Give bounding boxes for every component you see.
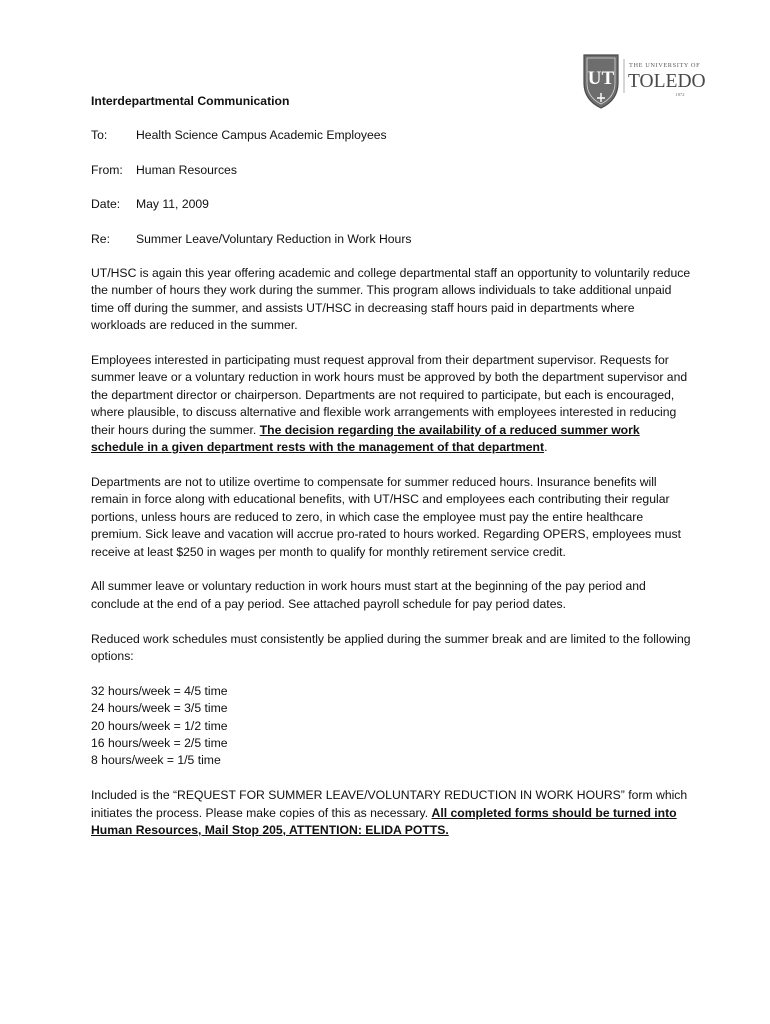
paragraph-request-form-text: Included is the “REQUEST FOR SUMMER LEAVE/VOLUNTARY REDUCTION IN WORK HOURS” form which initiates the process. Please make copies of this as necessary. xyxy=(91,788,688,820)
list-item: 24 hours/week = 3/5 time xyxy=(91,701,228,716)
paragraph-request-form-emphasis: All completed forms should be turned into Human Resources, Mail Stop 205, ATTENTION: ELIDA POTTS. xyxy=(91,805,677,837)
memo-re-row xyxy=(91,231,691,248)
list-item: 20 hours/week = 1/2 time xyxy=(91,718,228,733)
paragraph-program-overview: UT/HSC is again this year offering academic and college departmental staff an opportunity to voluntarily reduce the number of hours they work during the summer. This program allows individuals to take additional unpaid time off during the summer, and assists UT/HSC in decreasing staff hours paid in departments where workloads are reduced in the summer. xyxy=(91,266,691,333)
paragraph-approval-emphasis: The decision regarding the availability of a reduced summer work schedule in a given department rests with the management of that department xyxy=(91,422,640,455)
paragraph-benefits: Departments are not to utilize overtime to compensate for summer reduced hours. Insurance benefits will remain in force along with educational benefits, with UT/HSC and employees each contributing their regular portions, unless hours are reduced to zero, in which case the employee must pay the entire healthcare premium. Sick leave and vacation will accrue pro-rated to hours worked. Regarding OPERS, employees must receive at least $250 in wages per month to qualify for monthly retirement service credit. xyxy=(91,474,682,559)
paragraph-request-form xyxy=(91,787,691,839)
memo-from-value: Human Resources xyxy=(136,162,237,177)
paragraph-approval-text: Employees interested in participating must request approval from their department supervisor. Requests for summer leave or a voluntary reduction in work hours must be approved by both the department supervisor and the department director or chairperson. Departments are not required to participate, but each is encouraged, where plausible, to discuss alternative and flexible work arrangements with employees interested in reducing their hours during the summer. xyxy=(91,353,688,437)
paragraph-approval xyxy=(91,352,691,456)
memo-heading: Interdepartmental Communication xyxy=(91,94,290,108)
memo-re-label: Re: xyxy=(91,231,110,246)
memo-from-row xyxy=(91,162,691,179)
memo-date-row xyxy=(91,196,691,213)
logo-line-toledo: TOLEDO xyxy=(628,71,706,92)
memo-to-row xyxy=(91,127,691,144)
memo-to-label: To: xyxy=(91,128,108,143)
paragraph-approval-end: . xyxy=(544,440,548,455)
paragraph-schedule-options-intro: Reduced work schedules must consistently be applied during the summer break and are limited to the following options: xyxy=(91,631,691,663)
memo-date-value: May 11, 2009 xyxy=(136,197,209,212)
memo-content xyxy=(91,93,691,857)
memo-from-label: From: xyxy=(91,162,123,177)
logo-line-university: THE UNIVERSITY OF xyxy=(629,62,701,69)
memo-re-value: Summer Leave/Voluntary Reduction in Work Hours xyxy=(136,231,412,246)
memo-date-label: Date: xyxy=(91,197,121,212)
list-item: 8 hours/week = 1/5 time xyxy=(91,753,221,768)
logo-year: 1872 xyxy=(675,92,685,97)
list-item: 32 hours/week = 4/5 time xyxy=(91,683,228,698)
list-item: 16 hours/week = 2/5 time xyxy=(91,735,228,750)
shield-letters: UT xyxy=(587,68,615,89)
paragraph-pay-period: All summer leave or voluntary reduction in work hours must start at the beginning of the pay period and conclude at the end of a pay period. See attached payroll schedule for pay period dates. xyxy=(91,579,646,611)
schedule-options-list xyxy=(91,683,691,770)
memo-to-value: Health Science Campus Academic Employees xyxy=(136,128,387,143)
